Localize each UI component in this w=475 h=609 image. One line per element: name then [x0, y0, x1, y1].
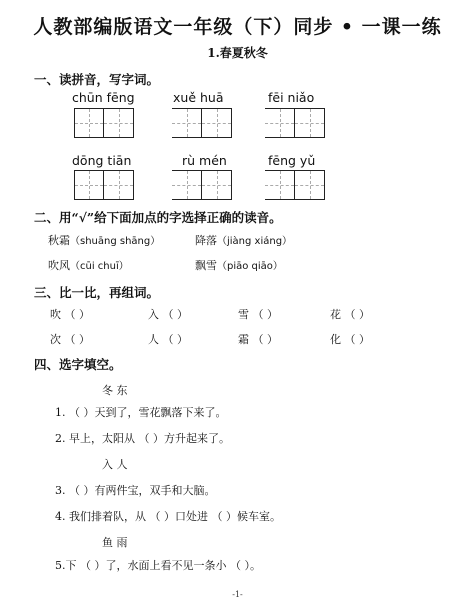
- section4-heading: 四、选字填空。: [34, 357, 122, 372]
- item-word: 吹风: [48, 259, 70, 272]
- section2-heading: 二、用“√”给下面加点的字选择正确的读音。: [34, 210, 282, 225]
- writing-box[interactable]: [295, 108, 325, 138]
- pinyin-fengyu: fēng yǔ: [268, 153, 316, 168]
- writing-box[interactable]: [295, 170, 325, 200]
- word-choice: 入 人: [102, 458, 128, 471]
- compare-item[interactable]: [330, 331, 370, 347]
- compare-item[interactable]: [238, 331, 278, 347]
- writing-box[interactable]: [74, 108, 104, 138]
- item-options: （piāo qiāo）: [217, 261, 283, 272]
- writing-box[interactable]: [202, 108, 232, 138]
- writing-box[interactable]: [74, 170, 104, 200]
- compare-char: 花: [330, 308, 341, 321]
- item-options: （jiàng xiáng）: [217, 236, 293, 247]
- compare-item[interactable]: [148, 306, 188, 322]
- compare-char: 入: [148, 308, 159, 321]
- pinyin-dongtian: dōng tiān: [72, 153, 132, 168]
- word-choice: 鱼 雨: [102, 536, 128, 549]
- question-1[interactable]: 1. （ ）天到了，雪花飘落下来了。: [55, 406, 227, 419]
- item-word: 降落: [195, 234, 217, 247]
- compare-blank[interactable]: （ ）: [64, 308, 90, 321]
- compare-item[interactable]: [238, 306, 278, 322]
- pronunciation-item[interactable]: [195, 232, 292, 248]
- writing-box[interactable]: [104, 170, 134, 200]
- item-word: 秋霜: [48, 234, 70, 247]
- compare-blank[interactable]: （ ）: [252, 308, 278, 321]
- lesson-title: 1.春夏秋冬: [207, 46, 268, 60]
- compare-item[interactable]: [50, 331, 90, 347]
- writing-box[interactable]: [202, 170, 232, 200]
- pinyin-feiniao: fēi niǎo: [268, 90, 315, 105]
- compare-blank[interactable]: （ ）: [344, 308, 370, 321]
- compare-char: 霜: [238, 333, 249, 346]
- item-options: （cūi chuī）: [70, 261, 129, 272]
- writing-box[interactable]: [265, 108, 295, 138]
- compare-blank[interactable]: （ ）: [162, 308, 188, 321]
- section1-heading: 一、读拼音，写字词。: [34, 72, 160, 87]
- compare-item[interactable]: [330, 306, 370, 322]
- item-word: 飘雪: [195, 259, 217, 272]
- pronunciation-item[interactable]: [48, 232, 160, 248]
- compare-char: 次: [50, 333, 61, 346]
- writing-box[interactable]: [172, 108, 202, 138]
- compare-blank[interactable]: （ ）: [162, 333, 188, 346]
- compare-blank[interactable]: （ ）: [64, 333, 90, 346]
- pronunciation-item[interactable]: [195, 257, 283, 273]
- compare-char: 人: [148, 333, 159, 346]
- pronunciation-item[interactable]: [48, 257, 129, 273]
- writing-box[interactable]: [172, 170, 202, 200]
- compare-char: 雪: [238, 308, 249, 321]
- question-5[interactable]: 5.下 （ ）了，水面上看不见一条小 （ ）。: [55, 559, 261, 572]
- question-2[interactable]: 2. 早上，太阳从 （ ）方升起来了。: [55, 432, 230, 445]
- question-4[interactable]: 4. 我们排着队，从 （ ）口处进 （ ）候车室。: [55, 510, 281, 523]
- page-title: 人教部编版语文一年级（下）同步 • 一课一练: [33, 16, 442, 38]
- pinyin-chunfeng: chūn fēng: [72, 90, 135, 105]
- pinyin-xuehua: xuě huā: [173, 90, 224, 105]
- word-choice: 冬 东: [102, 384, 128, 397]
- section3-heading: 三、比一比，再组词。: [34, 285, 160, 300]
- writing-box[interactable]: [265, 170, 295, 200]
- compare-blank[interactable]: （ ）: [252, 333, 278, 346]
- page-number: -1-: [232, 590, 243, 599]
- writing-box[interactable]: [104, 108, 134, 138]
- compare-item[interactable]: [50, 306, 90, 322]
- pinyin-rumen: rù mén: [182, 153, 227, 168]
- question-3[interactable]: 3. （ ）有两件宝，双手和大脑。: [55, 484, 216, 497]
- item-options: （shuāng shāng）: [70, 236, 161, 247]
- compare-char: 化: [330, 333, 341, 346]
- compare-char: 吹: [50, 308, 61, 321]
- compare-item[interactable]: [148, 331, 188, 347]
- compare-blank[interactable]: （ ）: [344, 333, 370, 346]
